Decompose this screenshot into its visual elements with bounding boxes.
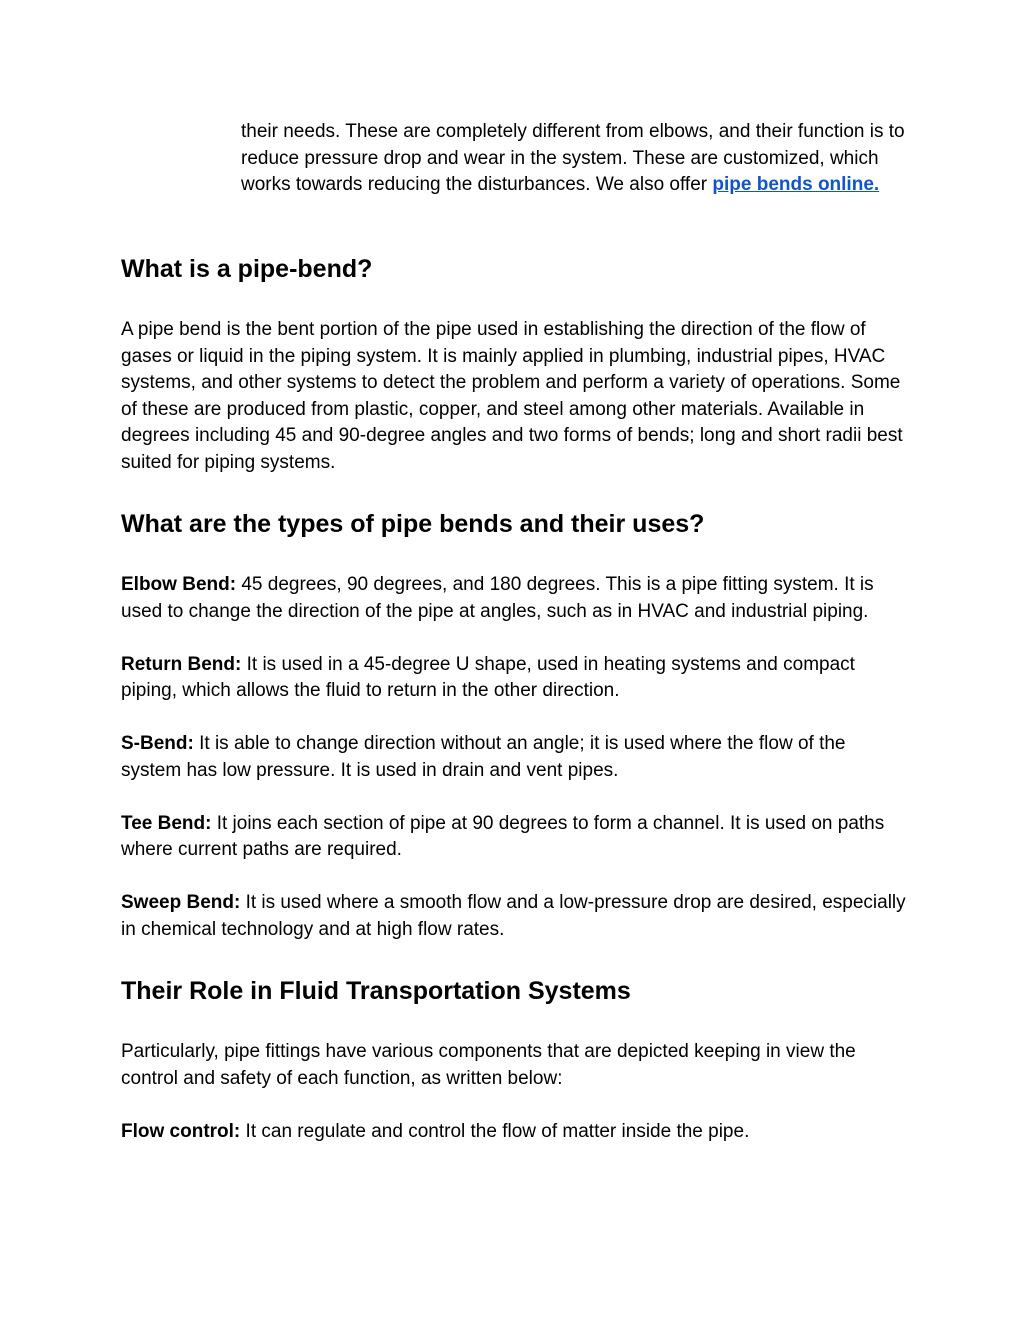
list-item-elbow-bend	[121, 572, 906, 625]
section-paragraph-role-in-fluid-transportation: Particularly, pipe fittings have various components that are depicted keeping in view the control and safety of each function, as written below:	[121, 1041, 856, 1089]
list-item-s-bend	[121, 731, 906, 784]
list-item-return-bend	[121, 652, 906, 705]
intro-text: their needs. These are completely different from elbows, and their function is to reduce pressure drop and wear in the system. These are customized, which works towards reducing the disturbances. We also offer	[241, 121, 905, 195]
term-label: Flow control:	[121, 1120, 241, 1142]
section-heading-types-of-pipe-bends: What are the types of pipe bends and their uses?	[121, 510, 705, 538]
section-paragraph-what-is-pipe-bend: A pipe bend is the bent portion of the pipe used in establishing the direction of the flow of gases or liquid in the piping system. It is mainly applied in plumbing, industrial pipes, HVAC systems, and other systems to detect the problem and perform a variety of operations. Some of these are produced from plastic, copper, and steel among other materials. Available in degrees including 45 and 90-degree angles and two forms of bends; long and short radii best suited for piping systems.	[121, 319, 903, 473]
term-label: Sweep Bend:	[121, 892, 241, 913]
term-label: S-Bend:	[121, 733, 194, 754]
pipe-bends-online-link[interactable]: pipe bends online.	[712, 174, 880, 195]
term-label: Elbow Bend:	[121, 574, 237, 595]
term-label: Tee Bend:	[121, 812, 212, 834]
term-description: It is used in a 45-degree U shape, used in heating systems and compact piping, which allows the fluid to return in the other direction.	[121, 653, 855, 701]
term-label: Return Bend:	[121, 653, 242, 675]
intro-paragraph	[241, 119, 905, 199]
term-description: It is able to change direction without an angle; it is used where the flow of the system has low pressure. It is used in drain and vent pipes.	[121, 733, 846, 781]
section-heading-what-is-pipe-bend: What is a pipe-bend?	[121, 255, 373, 283]
section-heading-role-in-fluid-transportation: Their Role in Fluid Transportation Systems	[121, 977, 631, 1005]
term-description: 45 degrees, 90 degrees, and 180 degrees. This is a pipe fitting system. It is used to change the direction of the pipe at angles, such as in HVAC and industrial piping.	[121, 574, 874, 622]
list-item-tee-bend	[121, 811, 906, 864]
list-item-flow-control	[121, 1119, 906, 1146]
term-description: It is used where a smooth flow and a low-pressure drop are desired, especially in chemical technology and at high flow rates.	[121, 892, 906, 940]
document-body	[121, 252, 906, 1145]
term-description: It joins each section of pipe at 90 degrees to form a channel. It is used on paths where current paths are required.	[121, 812, 885, 860]
term-description: It can regulate and control the flow of matter inside the pipe.	[240, 1120, 750, 1142]
list-item-sweep-bend	[121, 890, 906, 943]
